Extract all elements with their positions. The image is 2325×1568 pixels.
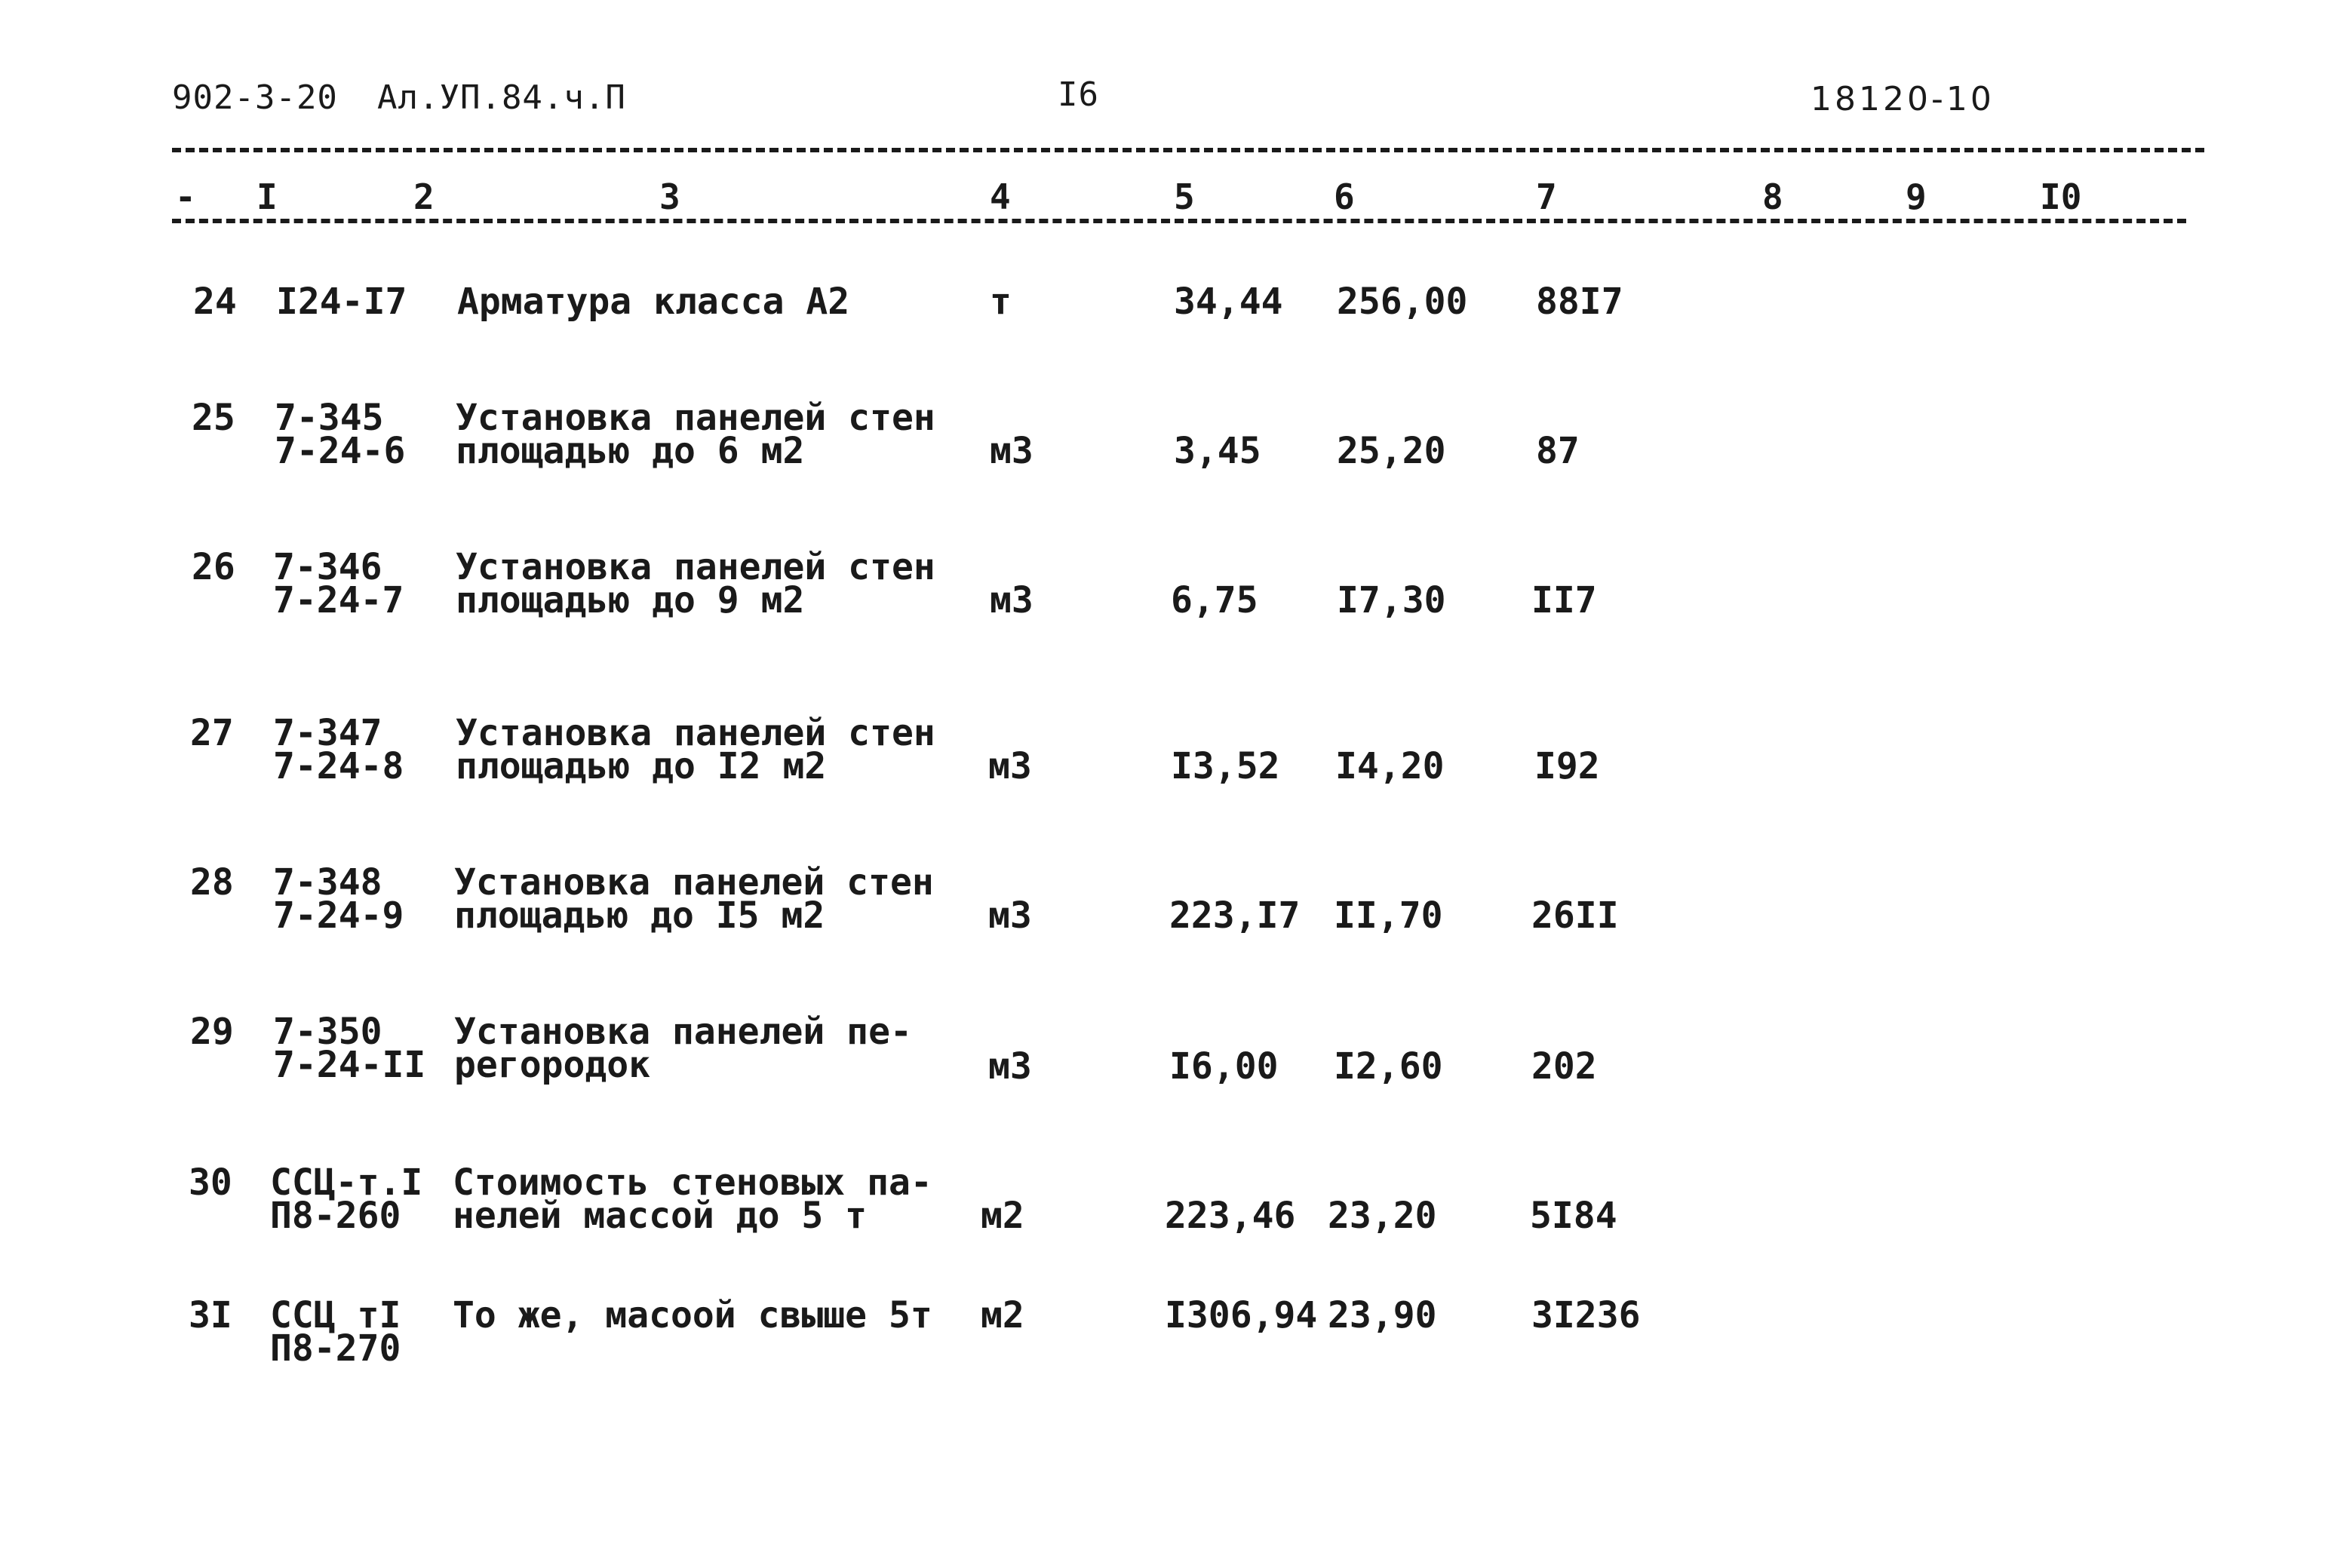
unit-cell: м3	[988, 894, 1032, 937]
code-line: 7-346	[273, 546, 382, 588]
description-line: площадью до 9 м2	[456, 579, 805, 621]
column-number: 8	[1762, 176, 1783, 217]
total-cell: 202	[1531, 1045, 1597, 1088]
total-cell: I92	[1534, 745, 1600, 787]
column-number: I0	[2040, 176, 2082, 217]
code-line: ССЦ тI	[270, 1294, 401, 1336]
code-line: 7-24-8	[273, 745, 404, 787]
unit-cell: м3	[990, 430, 1034, 472]
code-line: 7-350	[273, 1011, 382, 1053]
code-cell	[273, 1011, 426, 1086]
total-cell: 87	[1536, 430, 1580, 472]
quantity-cell: I6,00	[1169, 1045, 1279, 1088]
column-number: -	[175, 176, 196, 217]
quantity-cell: 223,I7	[1169, 894, 1301, 937]
row-number: 3I	[189, 1294, 232, 1336]
column-number: 5	[1174, 176, 1195, 217]
code-line: П8-260	[270, 1195, 401, 1237]
unit-price-cell: 256,00	[1337, 281, 1468, 323]
description-line: нелей массой до 5 т	[453, 1195, 868, 1237]
unit-price-cell: I4,20	[1335, 745, 1445, 787]
code-cell	[276, 281, 407, 323]
description-cell	[453, 1294, 932, 1336]
code-line: П8-270	[270, 1327, 401, 1370]
quantity-cell: I3,52	[1171, 745, 1280, 787]
code-line: 7-345	[275, 397, 384, 439]
description-line: Установка панелей стен	[456, 397, 935, 439]
code-line: 7-24-7	[273, 579, 404, 621]
description-line: площадью до I5 м2	[454, 894, 825, 937]
code-line: I24-I7	[276, 281, 407, 323]
description-line: Стоимость стеновых па-	[453, 1161, 932, 1204]
unit-cell: м3	[988, 745, 1032, 787]
quantity-cell: 34,44	[1174, 281, 1283, 323]
album-code: Ал.УП.84.ч.П	[377, 78, 626, 117]
column-number: 6	[1334, 176, 1355, 217]
unit-price-cell: 23,20	[1328, 1195, 1437, 1237]
unit-cell: м2	[981, 1195, 1024, 1237]
unit-cell: т	[990, 281, 1012, 323]
unit-price-cell: 25,20	[1337, 430, 1446, 472]
code-cell	[273, 546, 404, 621]
inventory-number: 18120-10	[1811, 80, 1995, 118]
unit-price-cell: I2,60	[1334, 1045, 1443, 1088]
description-line: Установка панелей стен	[456, 546, 935, 588]
column-header-underline	[172, 219, 2186, 223]
header-divider	[172, 148, 2204, 152]
code-cell	[273, 712, 404, 787]
description-line: Установка панелей стен	[456, 712, 935, 754]
code-line: 7-348	[273, 861, 382, 904]
description-line: Установка панелей пе-	[454, 1011, 912, 1053]
total-cell: II7	[1531, 579, 1597, 621]
description-line: площадью до 6 м2	[456, 430, 805, 472]
row-number: 25	[192, 397, 235, 439]
row-number: 27	[190, 712, 234, 754]
total-cell: 5I84	[1530, 1195, 1617, 1237]
quantity-cell: 3,45	[1174, 430, 1261, 472]
unit-price-cell: 23,90	[1328, 1294, 1437, 1336]
code-cell	[275, 397, 406, 472]
row-number: 26	[192, 546, 235, 588]
column-number: 4	[990, 176, 1011, 217]
unit-price-cell: I7,30	[1337, 579, 1446, 621]
description-cell	[454, 1011, 912, 1086]
quantity-cell: I306,94	[1165, 1294, 1318, 1336]
code-cell	[270, 1294, 401, 1370]
page-number: I6	[1058, 75, 1099, 114]
description-line: регородок	[454, 1044, 651, 1086]
description-line: То же, масоой свыше 5т	[453, 1294, 932, 1336]
description-cell	[457, 281, 850, 323]
code-line: 7-24-6	[275, 430, 406, 472]
description-line: Арматура класса А2	[457, 281, 850, 323]
code-line: 7-24-9	[273, 894, 404, 937]
description-cell	[456, 546, 935, 621]
code-line: ССЦ-т.I	[270, 1161, 423, 1204]
description-cell	[454, 861, 934, 937]
description-cell	[453, 1161, 932, 1237]
description-cell	[456, 397, 935, 472]
description-cell	[456, 712, 935, 787]
description-line: Установка панелей стен	[454, 861, 934, 904]
unit-price-cell: II,70	[1334, 894, 1443, 937]
row-number: 29	[190, 1011, 234, 1053]
column-number: 7	[1536, 176, 1557, 217]
document-code: 902-3-20	[172, 78, 338, 117]
column-number: I	[256, 176, 278, 217]
description-line: площадью до I2 м2	[456, 745, 827, 787]
column-number: 9	[1906, 176, 1927, 217]
unit-cell: м3	[990, 579, 1034, 621]
column-number: 3	[659, 176, 680, 217]
total-cell: 3I236	[1531, 1294, 1641, 1336]
unit-cell: м3	[988, 1045, 1032, 1088]
row-number: 24	[193, 281, 237, 323]
code-line: 7-347	[273, 712, 382, 754]
quantity-cell: 6,75	[1171, 579, 1258, 621]
code-cell	[273, 861, 404, 937]
total-cell: 88I7	[1536, 281, 1623, 323]
total-cell: 26II	[1531, 894, 1619, 937]
row-number: 28	[190, 861, 234, 904]
code-cell	[270, 1161, 423, 1237]
quantity-cell: 223,46	[1165, 1195, 1296, 1237]
row-number: 30	[189, 1161, 232, 1204]
code-line: 7-24-II	[273, 1044, 426, 1086]
column-number: 2	[413, 176, 435, 217]
unit-cell: м2	[981, 1294, 1024, 1336]
